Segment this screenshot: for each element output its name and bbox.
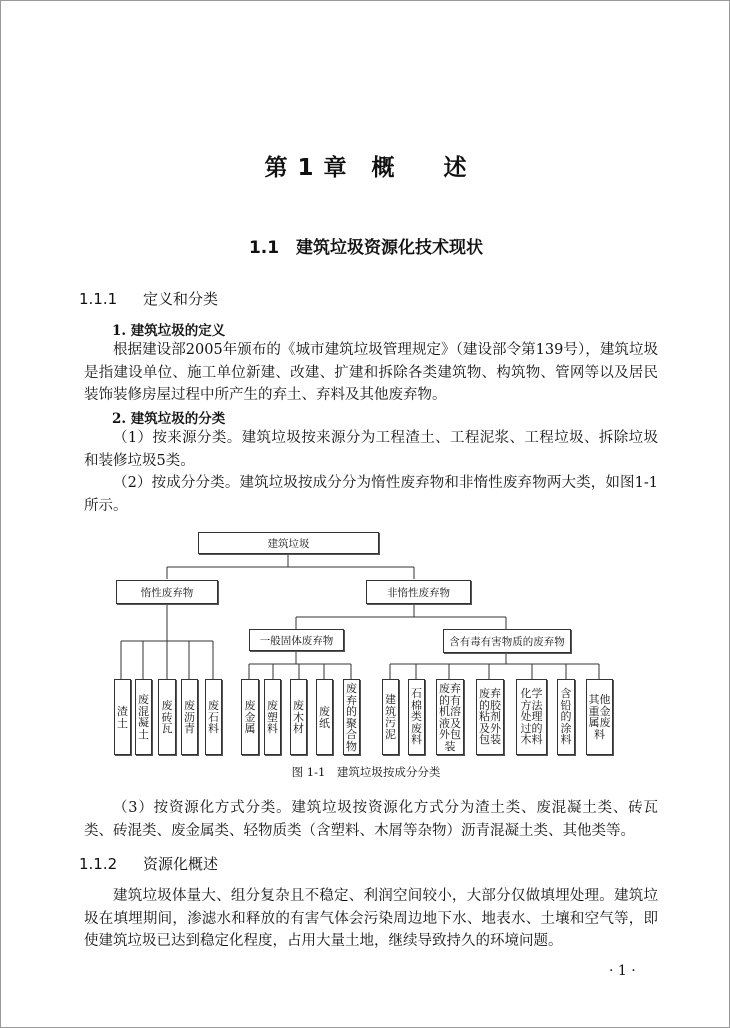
diagram-leaf: 废塑料 bbox=[264, 679, 281, 755]
diagram-node-toxic: 含有毒有害物质的废弃物 bbox=[443, 629, 571, 653]
diagram-root-node: 建筑垃圾 bbox=[198, 532, 379, 554]
section-title: 1.1 建筑垃圾资源化技术现状 bbox=[248, 238, 484, 258]
diagram-leaf: 石棉类废料 bbox=[408, 679, 425, 755]
diagram-node-noninert: 非惰性废弃物 bbox=[366, 580, 471, 604]
diagram-node-inert: 惰性废弃物 bbox=[116, 580, 218, 604]
subsection-heading bbox=[79, 288, 218, 309]
paragraph: （1）按来源分类。建筑垃圾按来源分为工程渣土、工程泥浆、工程垃圾、拆除垃圾和装修垃圾5类。 bbox=[84, 430, 658, 469]
diagram-leaf: 含铅的涂料 bbox=[557, 679, 575, 755]
paragraph-heading: 1. 建筑垃圾的定义 bbox=[112, 323, 226, 339]
paragraph: 建筑垃圾体量大、组分复杂且不稳定、利润空间较小，大部分仅做填埋处理。建筑垃圾在填埋期间，渗滤水和释放的有害气体会污染周边地下水、地表水、土壤和空气等，即使建筑垃圾已达到稳定化程度，占用大量土地，继续导致持久的环境问题。 bbox=[84, 888, 658, 949]
page-number: · 1 · bbox=[609, 963, 636, 979]
diagram-leaf: 废沥青 bbox=[181, 679, 198, 755]
paragraph: （2）按成分分类。建筑垃圾按成分分为惰性废弃物和非惰性废弃物两大类，如图1-1所示。 bbox=[84, 475, 658, 514]
subsection-heading bbox=[79, 853, 218, 874]
figure-caption: 图 1-1 建筑垃圾按成分分类 bbox=[291, 765, 441, 779]
diagram-node-general-solid: 一般固体废弃物 bbox=[249, 629, 344, 651]
diagram-leaf: 废木材 bbox=[290, 679, 307, 755]
diagram-leaf: 废金属 bbox=[241, 679, 259, 755]
paragraph: 根据建设部2005年颁布的《城市建筑垃圾管理规定》（建设部令第139号），建筑垃圾是指建设单位、施工单位新建、改建、扩建和拆除各类建筑物、构筑物、管网等以及居民装饰装修房屋过程中所产生的弃土、弃料及其他废弃物。 bbox=[84, 342, 658, 403]
diagram-leaf: 废弃的有机溶液及外包装 bbox=[436, 679, 464, 755]
diagram-leaf: 渣土 bbox=[114, 679, 131, 755]
diagram-leaf: 化学方法处理过的木料 bbox=[516, 679, 547, 755]
paragraph: （3）按资源化方式分类。建筑垃圾按资源化方式分为渣土类、废混凝土类、砖瓦类、砖混类、废金属类、轻物质类（含塑料、木屑等杂物）沥青混凝土类、其他类等。 bbox=[84, 800, 658, 839]
paragraph-heading: 2. 建筑垃圾的分类 bbox=[112, 411, 226, 427]
diagram-leaf: 废弃的聚合物 bbox=[343, 679, 360, 755]
subsection-number: 1.1.1 bbox=[79, 290, 118, 308]
subsection-title: 资源化概述 bbox=[143, 855, 219, 873]
diagram-leaf: 废砖瓦 bbox=[158, 679, 176, 755]
diagram-leaf: 废石料 bbox=[205, 679, 222, 755]
diagram-leaf: 废混凝土 bbox=[135, 679, 152, 755]
diagram-leaf: 建筑污泥 bbox=[382, 679, 399, 755]
subsection-number: 1.1.2 bbox=[79, 855, 118, 873]
subsection-title: 定义和分类 bbox=[143, 290, 219, 308]
diagram-leaf: 其他重金属废料 bbox=[586, 679, 613, 755]
diagram-leaf: 废纸 bbox=[316, 679, 333, 755]
diagram-leaf: 废弃的胶粘剂及外包装 bbox=[476, 679, 504, 755]
chapter-title: 第 1 章 概 述 bbox=[264, 155, 468, 181]
